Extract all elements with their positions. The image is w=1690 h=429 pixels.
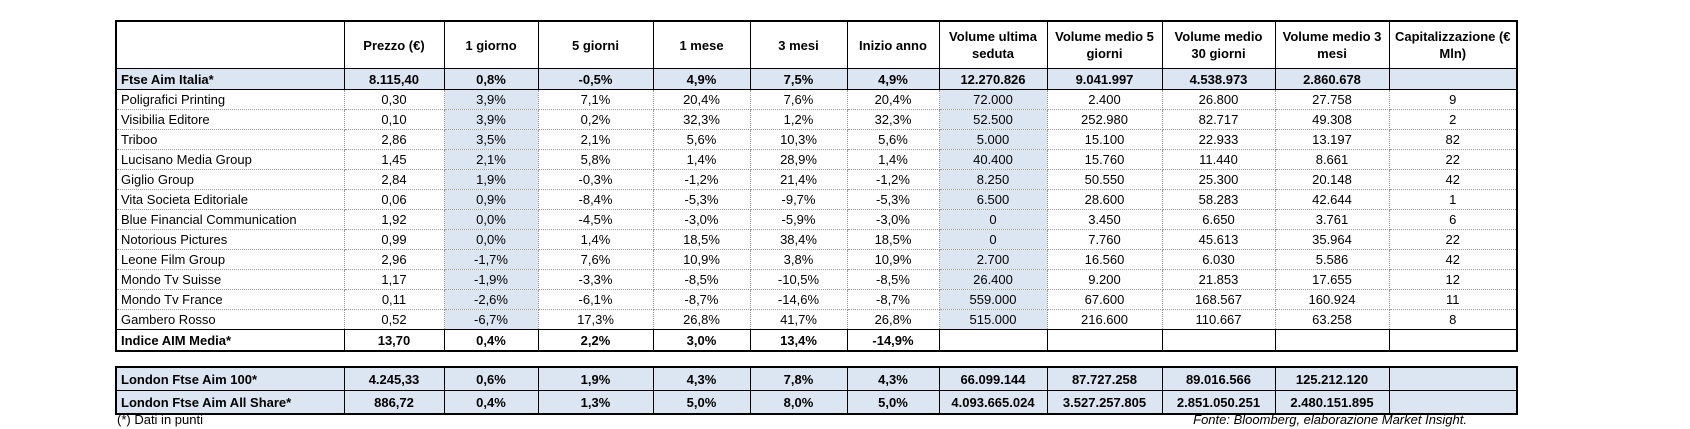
table-cell: 13,70 <box>344 330 444 352</box>
table-cell: 28,9% <box>750 150 847 170</box>
table-cell: 0,8% <box>444 69 538 90</box>
london-indices-table <box>115 366 1518 415</box>
table-cell: -8,7% <box>653 290 750 310</box>
column-header: Volume medio 5 giorni <box>1047 21 1162 69</box>
table-cell: 1,2% <box>750 110 847 130</box>
table-cell: 20,4% <box>847 90 939 110</box>
table-cell: 2.480.151.895 <box>1275 391 1389 415</box>
table-cell: 6.650 <box>1162 210 1275 230</box>
table-cell: 4,3% <box>847 367 939 391</box>
table-row <box>116 110 1517 130</box>
row-label: Leone Film Group <box>116 250 344 270</box>
table-cell: -8,5% <box>847 270 939 290</box>
table-cell: 3.761 <box>1275 210 1389 230</box>
table-cell: 1,17 <box>344 270 444 290</box>
table-cell: 0 <box>939 230 1047 250</box>
table-cell: 18,5% <box>847 230 939 250</box>
table-cell: 38,4% <box>750 230 847 250</box>
table-cell: 17.655 <box>1275 270 1389 290</box>
table-cell: 3,0% <box>653 330 750 352</box>
table-cell: -8,4% <box>538 190 653 210</box>
table-cell: 1,3% <box>538 391 653 415</box>
table-cell: 2,86 <box>344 130 444 150</box>
column-header: 3 mesi <box>750 21 847 69</box>
table-cell: 5.586 <box>1275 250 1389 270</box>
table-cell: 4.093.665.024 <box>939 391 1047 415</box>
row-label: London Ftse Aim All Share* <box>116 391 344 415</box>
table-row <box>116 170 1517 190</box>
table-cell: 2,1% <box>444 150 538 170</box>
table-cell: 8,0% <box>750 391 847 415</box>
table-cell: 2,1% <box>538 130 653 150</box>
table-cell: 15.760 <box>1047 150 1162 170</box>
table-row <box>116 130 1517 150</box>
column-header <box>116 21 344 69</box>
table-cell <box>1389 367 1517 391</box>
table-cell: -8,7% <box>847 290 939 310</box>
table-cell: 82 <box>1389 130 1517 150</box>
table-cell: -1,2% <box>653 170 750 190</box>
table-cell: 3,8% <box>750 250 847 270</box>
column-header: Capitalizzazione (€ Mln) <box>1389 21 1517 69</box>
table-cell: 22 <box>1389 230 1517 250</box>
table-cell: 17,3% <box>538 310 653 330</box>
table-cell: 8.661 <box>1275 150 1389 170</box>
table-cell: 11.440 <box>1162 150 1275 170</box>
table-row <box>116 190 1517 210</box>
table-row <box>116 310 1517 330</box>
row-label: Notorious Pictures <box>116 230 344 250</box>
row-label: Vita Societa Editoriale <box>116 190 344 210</box>
table-cell: 82.717 <box>1162 110 1275 130</box>
table-cell: 35.964 <box>1275 230 1389 250</box>
table-cell: 4,9% <box>653 69 750 90</box>
table-row <box>116 290 1517 310</box>
table-cell: 1 <box>1389 190 1517 210</box>
table-cell: 252.980 <box>1047 110 1162 130</box>
index-row-london <box>116 391 1517 415</box>
index-row-ftse-aim-italia <box>116 69 1517 90</box>
index-row-aim-media <box>116 330 1517 352</box>
table-cell: 10,9% <box>847 250 939 270</box>
table-cell: 26,8% <box>847 310 939 330</box>
table-row <box>116 90 1517 110</box>
table-cell: 8 <box>1389 310 1517 330</box>
table-cell: 9.200 <box>1047 270 1162 290</box>
table-cell: 3,9% <box>444 90 538 110</box>
table-cell: -14,9% <box>847 330 939 352</box>
column-header: Volume medio 30 giorni <box>1162 21 1275 69</box>
table-cell: 32,3% <box>653 110 750 130</box>
table-cell: 0,4% <box>444 330 538 352</box>
table-cell: 0,06 <box>344 190 444 210</box>
table-cell: 52.500 <box>939 110 1047 130</box>
table-cell: 7,6% <box>538 250 653 270</box>
table-cell: 12.270.826 <box>939 69 1047 90</box>
table-cell: -5,3% <box>653 190 750 210</box>
table-cell: 2.700 <box>939 250 1047 270</box>
table-cell: 6.030 <box>1162 250 1275 270</box>
table-cell: -1,7% <box>444 250 538 270</box>
row-label: Poligrafici Printing <box>116 90 344 110</box>
table-cell: 21.853 <box>1162 270 1275 290</box>
table-row <box>116 150 1517 170</box>
table-cell: 2,2% <box>538 330 653 352</box>
table-cell: -2,6% <box>444 290 538 310</box>
table-cell: 3,9% <box>444 110 538 130</box>
table-cell: 10,9% <box>653 250 750 270</box>
table-cell: -6,1% <box>538 290 653 310</box>
table-cell: 21,4% <box>750 170 847 190</box>
row-label: Triboo <box>116 130 344 150</box>
table-cell: 0,6% <box>444 367 538 391</box>
table-cell: 6.500 <box>939 190 1047 210</box>
table-cell: 41,7% <box>750 310 847 330</box>
table-cell: 28.600 <box>1047 190 1162 210</box>
table-cell: -8,5% <box>653 270 750 290</box>
table-cell: 0,11 <box>344 290 444 310</box>
table-cell: -0,5% <box>538 69 653 90</box>
table-cell: 515.000 <box>939 310 1047 330</box>
table-cell: 25.300 <box>1162 170 1275 190</box>
table-cell <box>1047 330 1162 352</box>
table-cell: 5.000 <box>939 130 1047 150</box>
table-cell: 168.567 <box>1162 290 1275 310</box>
column-header: Volume ultima seduta <box>939 21 1047 69</box>
table-cell: 3.527.257.805 <box>1047 391 1162 415</box>
table-cell: 26.400 <box>939 270 1047 290</box>
table-cell: 42 <box>1389 250 1517 270</box>
table-cell: 2 <box>1389 110 1517 130</box>
table-cell: 18,5% <box>653 230 750 250</box>
table-cell: 42 <box>1389 170 1517 190</box>
index-row-london <box>116 367 1517 391</box>
table-cell: 0,99 <box>344 230 444 250</box>
table-cell: -3,0% <box>847 210 939 230</box>
table-cell: 7,5% <box>750 69 847 90</box>
table-cell: 11 <box>1389 290 1517 310</box>
footnote: (*) Dati in punti <box>117 412 203 427</box>
column-header: Volume medio 3 mesi <box>1275 21 1389 69</box>
table-cell: 1,92 <box>344 210 444 230</box>
table-cell: 7,8% <box>750 367 847 391</box>
row-label: Mondo Tv France <box>116 290 344 310</box>
table-cell: 3.450 <box>1047 210 1162 230</box>
table-cell: 1,45 <box>344 150 444 170</box>
row-label: London Ftse Aim 100* <box>116 367 344 391</box>
table-cell: 7,6% <box>750 90 847 110</box>
table-cell: -6,7% <box>444 310 538 330</box>
table-cell: 63.258 <box>1275 310 1389 330</box>
table-cell: 9 <box>1389 90 1517 110</box>
table-cell: 2.860.678 <box>1275 69 1389 90</box>
table-cell: 886,72 <box>344 391 444 415</box>
table-cell: 125.212.120 <box>1275 367 1389 391</box>
table-cell: 216.600 <box>1047 310 1162 330</box>
table-cell: 0,0% <box>444 210 538 230</box>
header-row <box>116 21 1517 69</box>
table-row <box>116 230 1517 250</box>
table-cell: 5,0% <box>653 391 750 415</box>
table-cell: 5,8% <box>538 150 653 170</box>
row-label: Indice AIM Media* <box>116 330 344 352</box>
table-row <box>116 270 1517 290</box>
table-cell: 22.933 <box>1162 130 1275 150</box>
table-cell: 5,6% <box>847 130 939 150</box>
table-cell: 0,4% <box>444 391 538 415</box>
table-cell: -10,5% <box>750 270 847 290</box>
table-cell: -5,3% <box>847 190 939 210</box>
column-header: 1 giorno <box>444 21 538 69</box>
row-label: Gambero Rosso <box>116 310 344 330</box>
table-cell <box>1389 330 1517 352</box>
table-cell: -0,3% <box>538 170 653 190</box>
table-cell: 1,4% <box>847 150 939 170</box>
table-cell: 1,4% <box>653 150 750 170</box>
table-cell: 32,3% <box>847 110 939 130</box>
table-cell: 1,9% <box>538 367 653 391</box>
table-cell: 3,5% <box>444 130 538 150</box>
table-cell: 110.667 <box>1162 310 1275 330</box>
table-cell: 15.100 <box>1047 130 1162 150</box>
table-cell: -1,2% <box>847 170 939 190</box>
table-cell: 160.924 <box>1275 290 1389 310</box>
table-cell: 66.099.144 <box>939 367 1047 391</box>
table-cell: 13.197 <box>1275 130 1389 150</box>
table-cell: 72.000 <box>939 90 1047 110</box>
table-cell: 6 <box>1389 210 1517 230</box>
table-row <box>116 250 1517 270</box>
table-cell: 7,1% <box>538 90 653 110</box>
table-cell: 87.727.258 <box>1047 367 1162 391</box>
table-cell: 0,52 <box>344 310 444 330</box>
column-header: 1 mese <box>653 21 750 69</box>
table-cell: 8.115,40 <box>344 69 444 90</box>
table-cell: 559.000 <box>939 290 1047 310</box>
table-cell: 4.245,33 <box>344 367 444 391</box>
table-row <box>116 210 1517 230</box>
row-label: Blue Financial Communication <box>116 210 344 230</box>
table-cell: 4.538.973 <box>1162 69 1275 90</box>
table-cell: 0,0% <box>444 230 538 250</box>
table-cell: 0,10 <box>344 110 444 130</box>
table-cell: 2.851.050.251 <box>1162 391 1275 415</box>
table-cell <box>1389 69 1517 90</box>
table-cell: 27.758 <box>1275 90 1389 110</box>
table-cell: 49.308 <box>1275 110 1389 130</box>
table-cell: 50.550 <box>1047 170 1162 190</box>
row-label: Giglio Group <box>116 170 344 190</box>
media-stocks-table <box>115 20 1518 352</box>
table-cell: 26.800 <box>1162 90 1275 110</box>
column-header: Prezzo (€) <box>344 21 444 69</box>
table-cell: 26,8% <box>653 310 750 330</box>
table-cell: 8.250 <box>939 170 1047 190</box>
table-cell: -4,5% <box>538 210 653 230</box>
table-cell: 12 <box>1389 270 1517 290</box>
table-cell: 7.760 <box>1047 230 1162 250</box>
table-cell: 4,3% <box>653 367 750 391</box>
table-cell <box>1389 391 1517 415</box>
table-cell: 2,96 <box>344 250 444 270</box>
table-cell: 16.560 <box>1047 250 1162 270</box>
row-label: Lucisano Media Group <box>116 150 344 170</box>
table-cell: 2.400 <box>1047 90 1162 110</box>
table-cell: -9,7% <box>750 190 847 210</box>
table-cell <box>1275 330 1389 352</box>
table-cell: 67.600 <box>1047 290 1162 310</box>
table-cell: 0,30 <box>344 90 444 110</box>
table-cell: 40.400 <box>939 150 1047 170</box>
table-cell: 20.148 <box>1275 170 1389 190</box>
source-note: Fonte: Bloomberg, elaborazione Market Insight. <box>1193 412 1467 427</box>
table-cell <box>939 330 1047 352</box>
table-cell: 10,3% <box>750 130 847 150</box>
table-cell: 9.041.997 <box>1047 69 1162 90</box>
table-cell: 58.283 <box>1162 190 1275 210</box>
table-cell: 0 <box>939 210 1047 230</box>
table-cell: 5,0% <box>847 391 939 415</box>
row-label: Ftse Aim Italia* <box>116 69 344 90</box>
table-cell: -14,6% <box>750 290 847 310</box>
table-cell: 89.016.566 <box>1162 367 1275 391</box>
table-cell: -3,3% <box>538 270 653 290</box>
row-label: Visibilia Editore <box>116 110 344 130</box>
table-cell: 42.644 <box>1275 190 1389 210</box>
table-cell: 20,4% <box>653 90 750 110</box>
column-header: 5 giorni <box>538 21 653 69</box>
table-cell: -1,9% <box>444 270 538 290</box>
table-cell: 45.613 <box>1162 230 1275 250</box>
table-cell: 13,4% <box>750 330 847 352</box>
table-cell: 0,9% <box>444 190 538 210</box>
table-cell <box>1162 330 1275 352</box>
table-cell: 2,84 <box>344 170 444 190</box>
row-label: Mondo Tv Suisse <box>116 270 344 290</box>
table-cell: -3,0% <box>653 210 750 230</box>
table-cell: -5,9% <box>750 210 847 230</box>
table-cell: 5,6% <box>653 130 750 150</box>
column-header: Inizio anno <box>847 21 939 69</box>
table-cell: 1,4% <box>538 230 653 250</box>
table-cell: 0,2% <box>538 110 653 130</box>
table-cell: 22 <box>1389 150 1517 170</box>
table-cell: 4,9% <box>847 69 939 90</box>
table-cell: 1,9% <box>444 170 538 190</box>
